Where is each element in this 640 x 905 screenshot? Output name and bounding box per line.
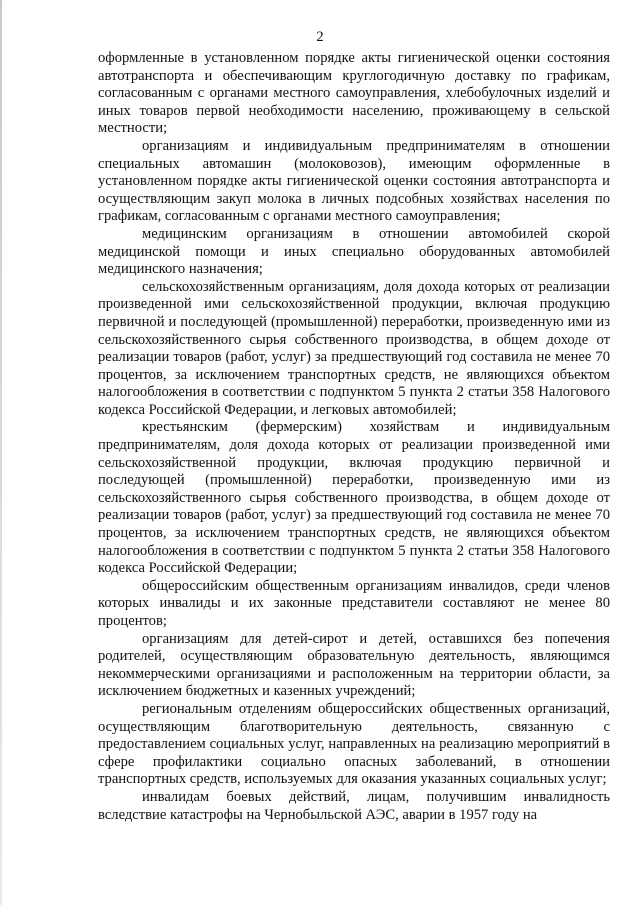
paragraph-milk-trucks: организациям и индивидуальным предпринимателям в отношении специальных автомашин (молоковозов), имеющим оформленные в установленном порядке акты гигиенической оценки состояния автотранспорта и осуществляющим закуп молока в личных подсобных хозяйствах населения по графикам, согласованным с органами местного самоуправления; [98,137,610,225]
paragraph-regional-branches: региональным отделениям общероссийских общественных организаций, осуществляющим благотворительную деятельность, связанную с предоставлением социальных услуг, направленных на реализацию мероприятий в сфере профилактики социально опасных заболеваний, в отношении транспортных средств, используемых для оказания указанных социальных услуг; [98,700,610,788]
paragraph-disability-organizations: общероссийским общественным организациям инвалидов, среди членов которых инвалиды и их законные представители составляют не менее 80 процентов; [98,577,610,629]
paragraph-peasant-farms: крестьянским (фермерским) хозяйствам и индивидуальным предпринимателям, доля дохода которых от реализации произведенной ими сельскохозяйственной продукции, включая продукцию первичной и последующей (промышленной) переработки, произведенную ими из сельскохозяйственного сырья собственного производства, в общем доходе от реализации товаров (работ, услуг) за предшествующий год составила не менее 70 процентов, за исключением транспортных средств, не являющихся объектом налогообложения в соответствии с подпунктом 5 пункта 2 статьи 358 Налогового кодекса Российской Федерации; [98,419,610,577]
paragraph-medical-vehicles: медицинским организациям в отношении автомобилей скорой медицинской помощи и иных специально оборудованных автомобилей медицинского назначения; [98,225,610,278]
paragraph-orphan-organizations: организациям для детей-сирот и детей, оставшихся без попечения родителей, осуществляющим образовательную деятельность, являющимся некоммерческими организациями и расположенным на территории области, за исключением бюджетных и казенных учреждений; [98,630,610,700]
scan-edge [0,0,2,905]
paragraph-continued: оформленные в установленном порядке акты гигиенической оценки состояния автотранспорта и обеспечивающим круглогодичную доставку по графикам, согласованным с органами местного самоуправления, хлебобулочных изделий и иных товаров первой необходимости населению, проживающему в сельской местности; [98,50,610,137]
page-number: 2 [316,29,324,45]
paragraph-agricultural-organizations: сельскохозяйственным организациям, доля дохода которых от реализации произведенной ими сельскохозяйственной продукции, включая продукцию первичной и последующей (промышленной) переработки, произведенную ими из сельскохозяйственного сырья собственного производства, в общем доходе от реализации товаров (работ, услуг) за предшествующий год составила не менее 70 процентов, за исключением транспортных средств, не являющихся объектом налогообложения в соответствии с подпунктом 5 пункта 2 статьи 358 Налогового кодекса Российской Федерации, и легковых автомобилей; [98,278,610,418]
document-body [98,50,610,824]
paragraph-combat-invalids: инвалидам боевых действий, лицам, получившим инвалидность вследствие катастрофы на Чернобыльской АЭС, аварии в 1957 году на [98,788,610,823]
